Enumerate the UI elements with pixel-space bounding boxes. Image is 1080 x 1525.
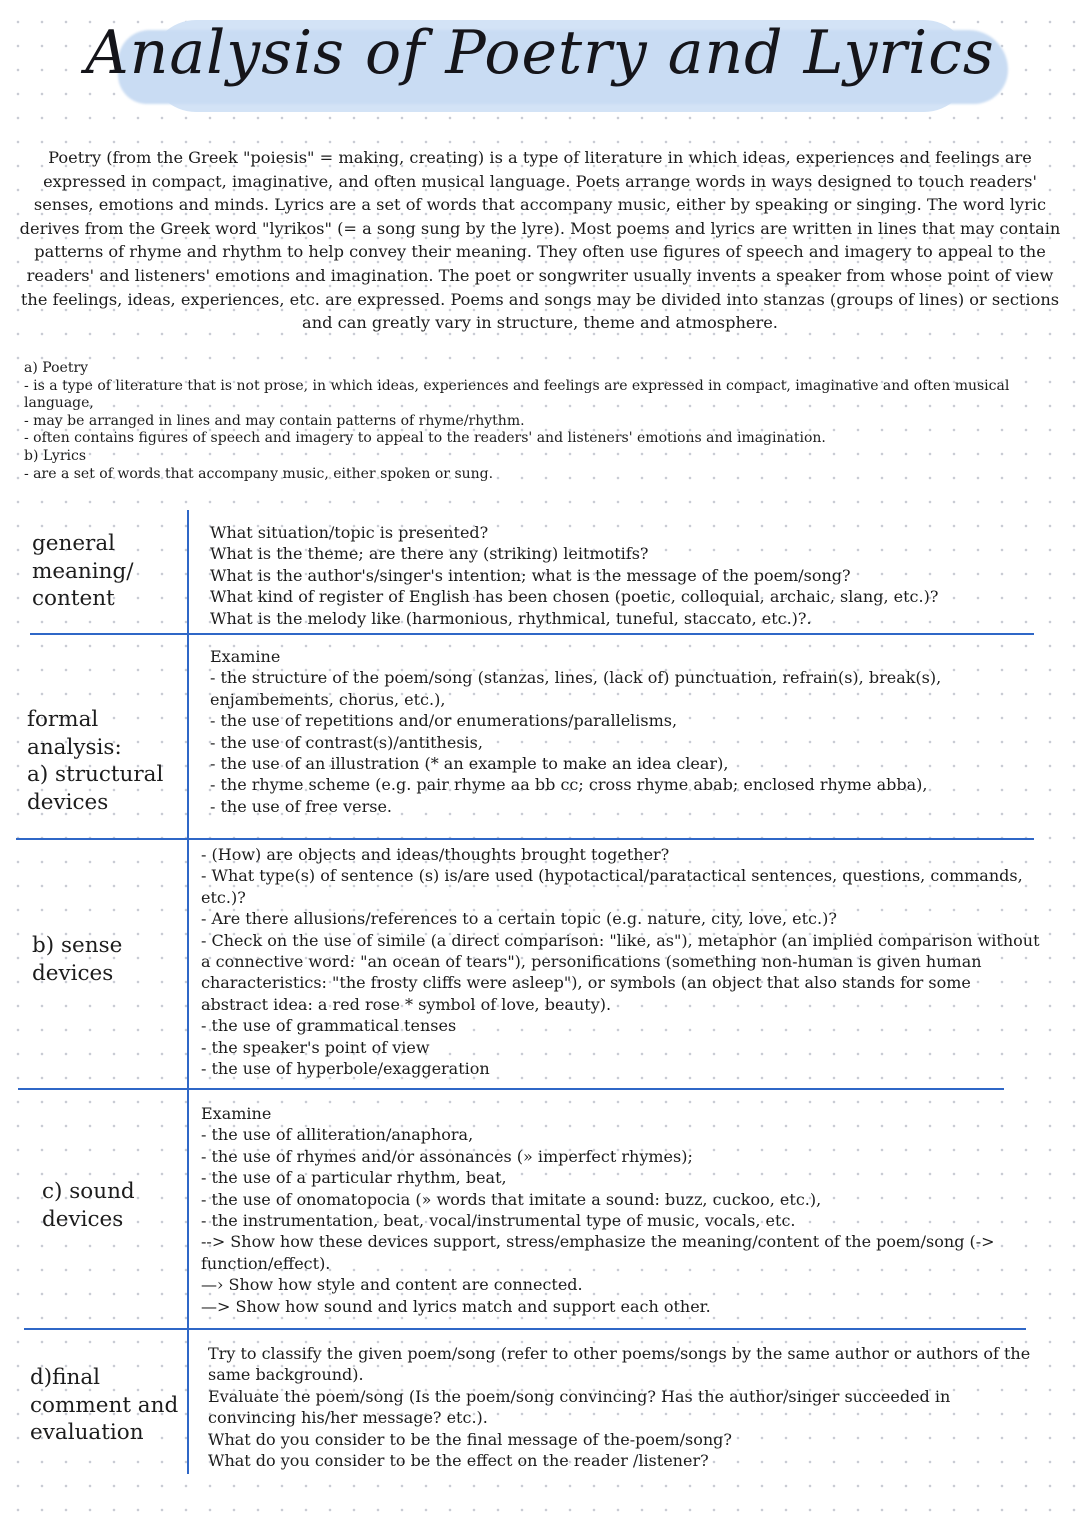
definition-line: - are a set of words that accompany music, either spoken or sung. bbox=[24, 465, 494, 482]
section-label-sound-devices: c) sound devices bbox=[42, 1179, 135, 1232]
definition-heading-lyrics: b) Lyrics bbox=[24, 447, 87, 464]
section-content-final-evaluation: Try to classify the given poem/song (refer to other poems/songs by the same author or authors of the same background). Evaluate the poem/song (Is the poem/song convincing? Has the author/singer succeeded in convincing his/her message? etc.). What do you consider to be the final message of the-poem/song? What do you consider to be the effect on the reader /listener? bbox=[208, 1344, 1031, 1471]
table-rule bbox=[24, 1328, 1026, 1330]
section-label-sense-devices: b) sense devices bbox=[32, 933, 123, 986]
definition-heading-poetry: a) Poetry bbox=[24, 360, 89, 376]
definition-line: - often contains figures of speech and imagery to appeal to the readers' and listeners' emotions and imagination. bbox=[24, 430, 826, 447]
definition-line: - is a type of literature that is not prose, in which ideas, experiences and feelings are expressed in compact, imaginative and often musical language, bbox=[24, 377, 1010, 412]
title-banner bbox=[0, 14, 1080, 124]
definitions bbox=[24, 360, 1064, 483]
table-rule bbox=[30, 633, 1034, 635]
section-content-sound-devices: Examine - the use of alliteration/anaphora, - the use of rhymes and/or assonances (» imperfect rhymes); - the use of a particular rhythm, beat, - the use of onomatopocia (» words that imitate a sound: buzz, cuckoo, etc.), - the instrumentation, beat, vocal/instrumental type of music, vocals, etc. --> Show how these devices support, stress/emphasize the meaning/content of the poem/song (-> function/effect). —› Show how style and content are connected. —> Show how sound and lyrics match and support each other. bbox=[201, 1104, 995, 1316]
section-label-general-meaning: general meaning/ content bbox=[32, 531, 134, 611]
section-content-structural-devices: Examine - the structure of the poem/song (stanzas, lines, (lack of) punctuation, refrain(s), break(s), enjambements, chorus, etc.), - the use of repetitions and/or enumerations/parallelisms, - the use of contrast(s)/antithesis, - the use of an illustration (* an example to make an idea clear), - the rhyme scheme (e.g. pair rhyme aa bb cc; cross rhyme abab; enclosed rhyme abba), - the use of free verse. bbox=[210, 647, 942, 816]
section-content-general-meaning: What situation/topic is presented? What is the theme; are there any (striking) leitmotifs? What is the author's/singer's intention; what is the message of the poem/song? What kind of register of English has been chosen (poetic, colloquial, archaic, slang, etc.)? What is the melody like (harmonious, rhythmical, tuneful, staccato, etc.)?. bbox=[210, 523, 939, 628]
section-label-final-evaluation: d)final comment and evaluation bbox=[30, 1365, 179, 1445]
section-content-sense-devices: - (How) are objects and ideas/thoughts brought together? - What type(s) of sentence (s) is/are used (hypotactical/paratactical sentences, questions, commands, etc.)? - Are there allusions/references to a certain topic (e.g. nature, city, love, etc.)? - Check on the use of simile (a direct comparison: "like, as"), metaphor (an implied comparison without a connective word: "an ocean of tears"), personifications (something non-human is given human characteristics: "the frosty cliffs were asleep"), or symbols (an object that also stands for some abstract idea: a red rose * symbol of love, beauty). - the use of grammatical tenses - the speaker's point of view - the use of hyperbole/exaggeration bbox=[201, 845, 1040, 1079]
table-rule bbox=[16, 838, 1034, 840]
definition-line: - may be arranged in lines and may contain patterns of rhyme/rhythm. bbox=[24, 412, 525, 429]
section-label-structural-devices: formal analysis: a) structural devices bbox=[27, 707, 164, 815]
page-title: Analysis of Poetry and Lyrics bbox=[85, 18, 995, 88]
intro-paragraph: Poetry (from the Greek "poiesis" = making, creating) is a type of literature in which ideas, experiences and feelings are expressed in compact, imaginative, and often musical language. Poets arrange words in ways designed to touch readers' senses, emotions and minds. Lyrics are a set of words that accompany music, either by speaking or singing. The word lyric derives from the Greek word "lyrikos" (= a song sung by the lyre). Most poems and lyrics are written in lines that may contain patterns of rhyme and rhythm to help convey their meaning. They often use figures of speech and imagery to appeal to the readers' and listeners' emotions and imagination. The poet or songwriter usually invents a speaker from whose point of view the feelings, ideas, experiences, etc. are expressed. Poems and songs may be divided into stanzas (groups of lines) or sections and can greatly vary in structure, theme and atmosphere. bbox=[19, 148, 1061, 333]
table-rule bbox=[18, 1088, 1004, 1090]
